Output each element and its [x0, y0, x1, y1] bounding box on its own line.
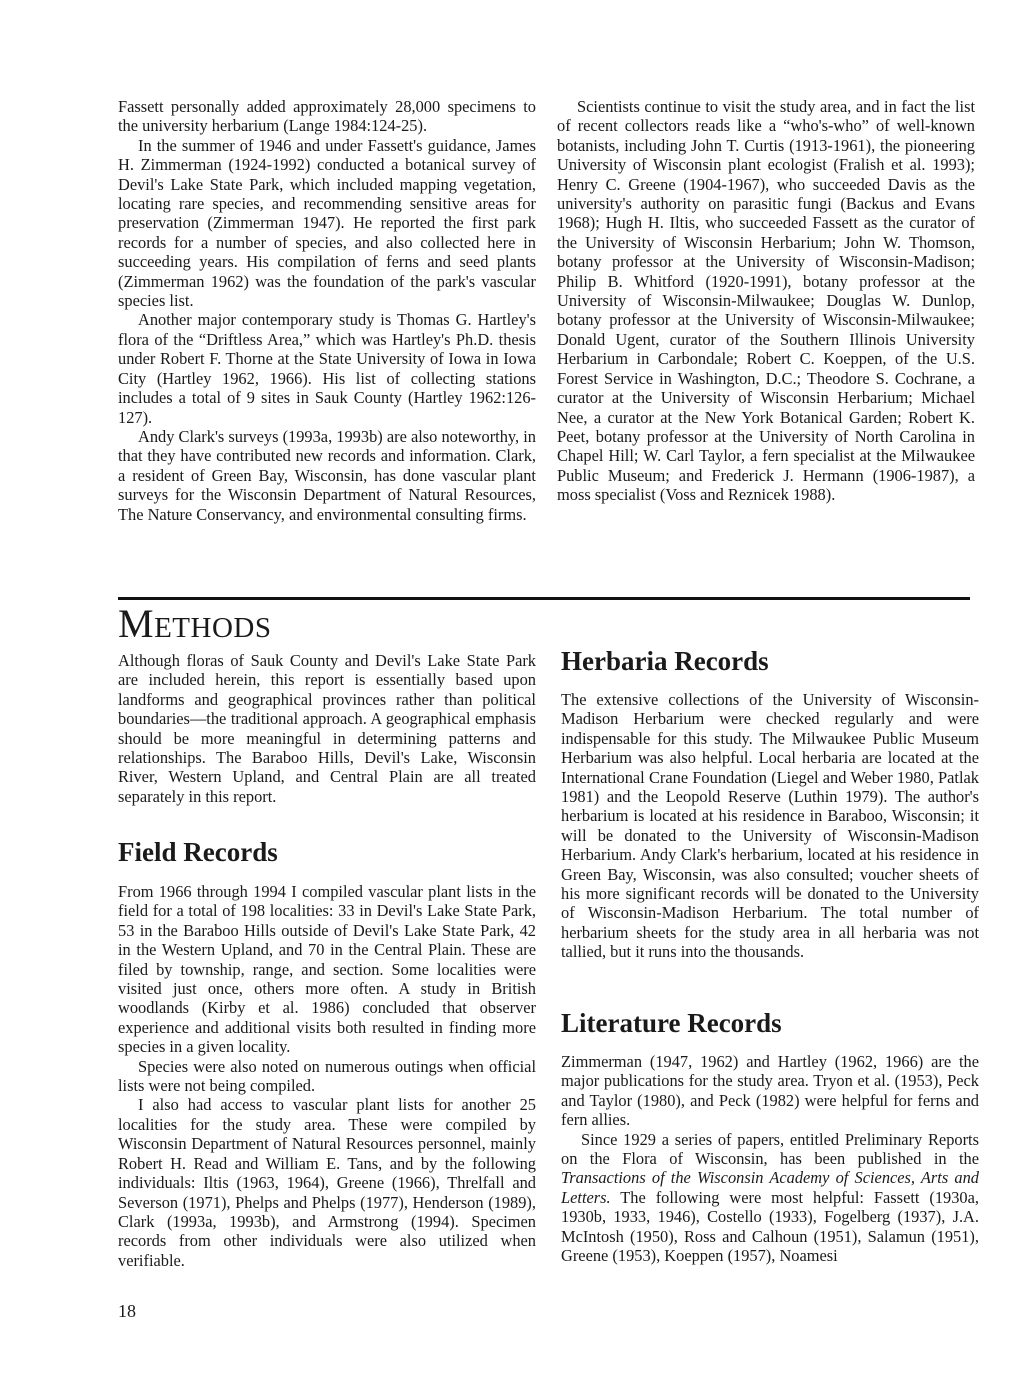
page-number: 18 — [118, 1301, 136, 1321]
text-span: Since 1929 a series of papers, entitled Preliminary Reports on the Flora of Wisconsin, has been published in the — [561, 1129, 979, 1169]
field-records-body — [118, 882, 536, 1270]
section-divider — [118, 597, 970, 600]
paragraph: From 1966 through 1994 I compiled vascular plant lists in the field for a total of 198 localities: 33 in Devil's Lake State Park, 53 in the Baraboo Hills outside of Devil's Lake State Park, 42 in the Western Upland, and 70 in the Central Plain. These are filed by township, range, and section. Some localities were visited just once, others more often. A study in British woodlands (Kirby et al. 1986) concluded that observer experience and additional visits both resulted in finding more species in a given locality. — [118, 882, 536, 1057]
paragraph: Although floras of Sauk County and Devil's Lake State Park are included herein, this report is essentially based upon landforms and geographical provinces rather than political boundaries—the traditional approach. A geographical emphasis should be more meaningful in determining patterns and relationships. The Baraboo Hills, Devil's Lake, Wisconsin River, Western Upland, and Central Plain are all treated separately in this report. — [118, 651, 536, 806]
paragraph: In the summer of 1946 and under Fassett's guidance, James H. Zimmerman (1924-1992) conducted a botanical survey of Devil's Lake State Park, which included mapping vegetation, locating rare species, and recommending sensitive areas for preservation (Zimmerman 1947). He reported the first park records for a number of species, and also collected here in succeeding years. His compilation of ferns and seed plants (Zimmerman 1962) was the foundation of the park's vascular species list. — [118, 135, 536, 311]
field-records-heading: Field Records — [118, 837, 278, 867]
paragraph: Scientists continue to visit the study area, and in fact the list of recent collectors reads like a “who's-who” of well-known botanists, including John T. Curtis (1913-1961), the pioneering University of Wisconsin plant ecologist (Fralish et al. 1993); Henry C. Greene (1904-1967), who succeeded Davis as the university's authority on parasitic fungi (Backus and Evans 1968); Hugh H. Iltis, who succeeded Fassett as the curator of the University of Wisconsin Herbarium; John W. Thomson, botany professor at the University of Wisconsin-Madison; Philip B. Whitford (1920-1991), botany professor at the University of Wisconsin-Milwaukee; Douglas W. Dunlop, botany professor at the University of Wisconsin-Milwaukee; Donald Ugent, curator of the Southern Illinois University Herbarium in Carbondale; Robert C. Koeppen, of the U.S. Forest Service in Washington, D.C.; Theodore S. Cochrane, a curator at the University of Wisconsin Herbarium; Michael Nee, a curator at the New York Botanical Garden; Robert K. Peet, botany professor at the University of North Carolina in Chapel Hill; W. Carl Taylor, a fern specialist at the Milwaukee Public Museum; and Frederick J. Hermann (1906-1987), a moss specialist (Voss and Reznicek 1988). — [557, 97, 975, 505]
paragraph: Species were also noted on numerous outings when official lists were not being compiled. — [118, 1056, 536, 1096]
paragraph: Andy Clark's surveys (1993a, 1993b) are also noteworthy, in that they have contributed new records and information. Clark, a resident of Green Bay, Wisconsin, has done vascular plant surveys for the Wisconsin Department of Natural Resources, The Nature Conservancy, and environmental consulting firms. — [118, 426, 536, 524]
text-span: The following were most helpful: Fassett (1930a, 1930b, 1933, 1946), Costello (1933), Fogelberg (1937), J.A. McIntosh (1950), Ross and Calhoun (1951), Salamun (1951), Greene (1953), Koeppen (1957), Noamesi — [561, 1187, 979, 1266]
paragraph: I also had access to vascular plant lists for another 25 localities for the study area. These were compiled by Wisconsin Department of Natural Resources personnel, mainly Robert H. Read and William E. Tans, and by the following individuals: Iltis (1963, 1964), Greene (1966), Threlfall and Severson (1971), Phelps and Phelps (1977), Henderson (1989), Clark (1993a, 1993b), and Armstrong (1994). Specimen records from other individuals were also utilized when verifiable. — [118, 1095, 536, 1270]
methods-heading — [118, 602, 271, 650]
herbaria-records-heading: Herbaria Records — [561, 646, 769, 676]
methods-heading-rest: ETHODS — [154, 612, 272, 644]
paragraph — [561, 1130, 979, 1266]
literature-records-body — [561, 1052, 979, 1265]
paragraph: Zimmerman (1947, 1962) and Hartley (1962, 1966) are the major publications for the study area. Tryon et al. (1953), Peck and Taylor (1980), and Peck (1982) were helpful for ferns and fern allies. — [561, 1052, 979, 1130]
intro-right-column — [557, 97, 975, 505]
paragraph: Another major contemporary study is Thomas G. Hartley's flora of the “Driftless Area,” which was Hartley's Ph.D. thesis under Robert F. Thorne at the State University of Iowa in Iowa City (Hartley 1962, 1966). His list of collecting stations includes a total of 9 sites in Sauk County (Hartley 1962:126-127). — [118, 310, 536, 427]
journal-title: Transactions of the Wisconsin Academy of Sciences, Arts and Letters. — [561, 1168, 979, 1207]
literature-records-heading: Literature Records — [561, 1008, 782, 1038]
intro-left-column — [118, 97, 536, 524]
methods-heading-initial: M — [118, 601, 155, 646]
herbaria-records-body — [561, 690, 979, 962]
paragraph: The extensive collections of the University of Wisconsin-Madison Herbarium were checked regularly and were indispensable for this study. The Milwaukee Public Museum Herbarium was also helpful. Local herbaria are located at the International Crane Foundation (Liegel and Weber 1980, Patlak 1981) and the Leopold Reserve (Luthin 1979). The author's herbarium is located at his residence in Baraboo, Wisconsin; it will be donated to the University of Wisconsin-Madison Herbarium. Andy Clark's herbarium, located at his residence in Green Bay, Wisconsin, was also consulted; voucher sheets of his more significant records will be donated to the University of Wisconsin-Madison Herbarium. The total number of herbarium sheets for the study area in all herbaria was not tallied, but it runs into the thousands. — [561, 690, 979, 962]
methods-intro — [118, 651, 536, 806]
paragraph: Fassett personally added approximately 28,000 specimens to the university herbarium (Lange 1984:124-25). — [118, 97, 536, 136]
